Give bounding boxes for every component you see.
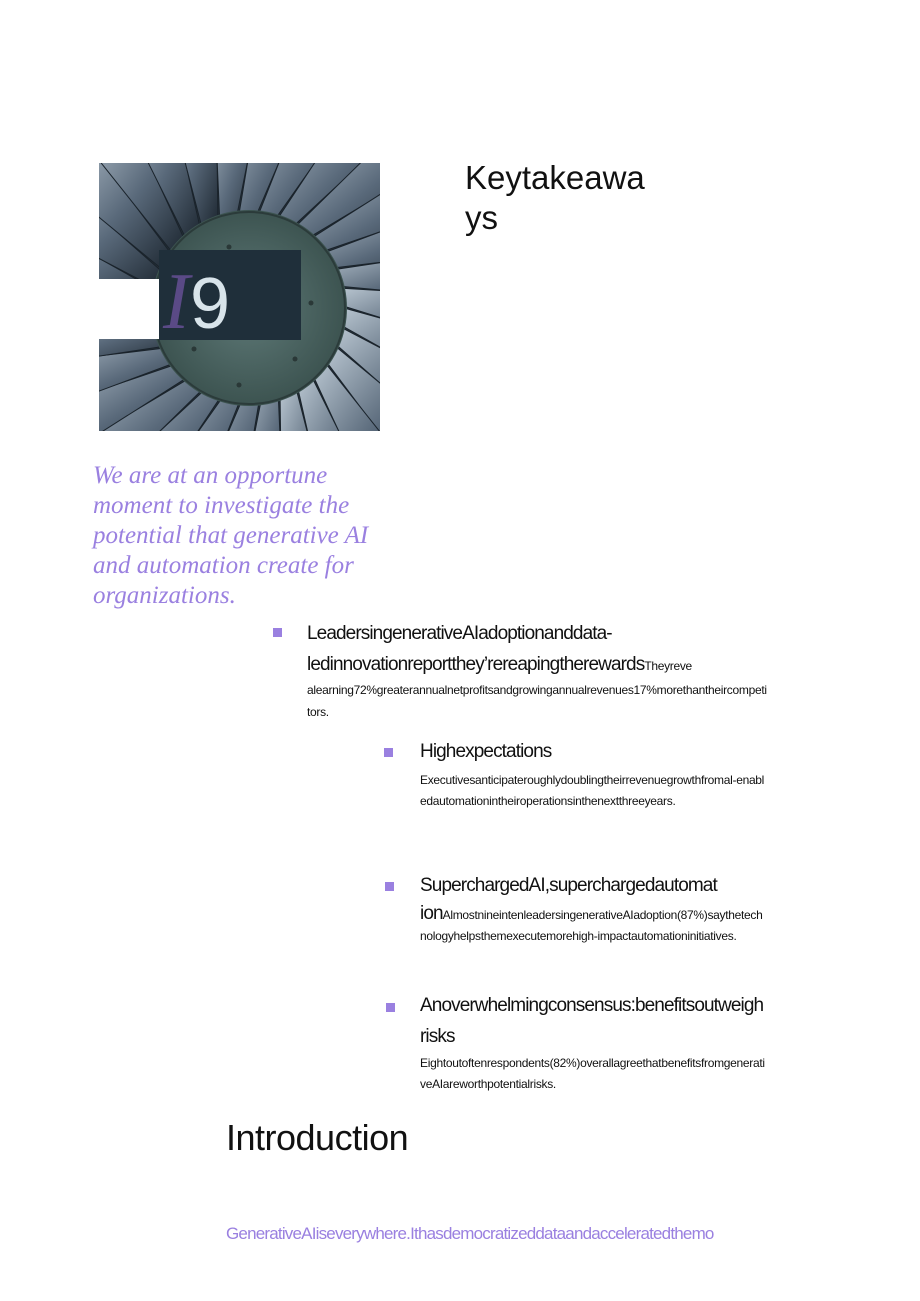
takeaway-heading: Anoverwhelmingconsensus:benefitsoutweighrisks <box>420 995 764 1047</box>
introduction-text: GenerativeAIiseverywhere.Ithasdemocratizeddataandacceleratedthemo <box>226 1224 714 1243</box>
takeaway-body: Eightoutoftenrespondents(82%)overallagreethatbenefitsfromgenerativeAIareworthpotentialrisks. <box>420 1056 765 1091</box>
takeaway-main-heading-line2: ledinnovationreportthey’rereapingtherewardsTheyreve <box>307 654 692 675</box>
page-prefix: I <box>163 258 190 346</box>
section-title: Keytakeaways <box>465 159 645 236</box>
pull-quote: We are at an opportune moment to investigate the potential that generative AI and automation create for organizations. <box>93 462 369 609</box>
takeaway-heading: SuperchargedAI,superchargedautomat <box>420 875 717 896</box>
takeaway-heading: Highexpectations <box>420 741 552 762</box>
takeaway-main-heading: LeadersingenerativeAIadoptionanddata- <box>307 623 612 644</box>
bullet-icon <box>385 882 394 891</box>
bullet-icon <box>386 1003 395 1012</box>
introduction-heading: Introduction <box>226 1117 409 1158</box>
takeaway-body: ionAlmostnineintenleadersingenerativeAIadoption(87%)saythetechnologyhelpsthemexecutemorehigh-impactautomationinitiatives. <box>420 903 763 943</box>
takeaway-main-body: alearning72%greaterannualnetprofitsandgrowingannualrevenues17%morethantheircompetitors. <box>307 683 767 719</box>
bullet-icon <box>273 628 282 637</box>
image-notch <box>99 279 159 339</box>
takeaway-body: Executivesanticipateroughlydoublingtheirrevenuegrowthfromal-enabledautomationintheiroperationsinthenextthreeyears. <box>420 773 765 808</box>
bullet-icon <box>384 748 393 757</box>
page-number: 9 <box>190 264 231 344</box>
